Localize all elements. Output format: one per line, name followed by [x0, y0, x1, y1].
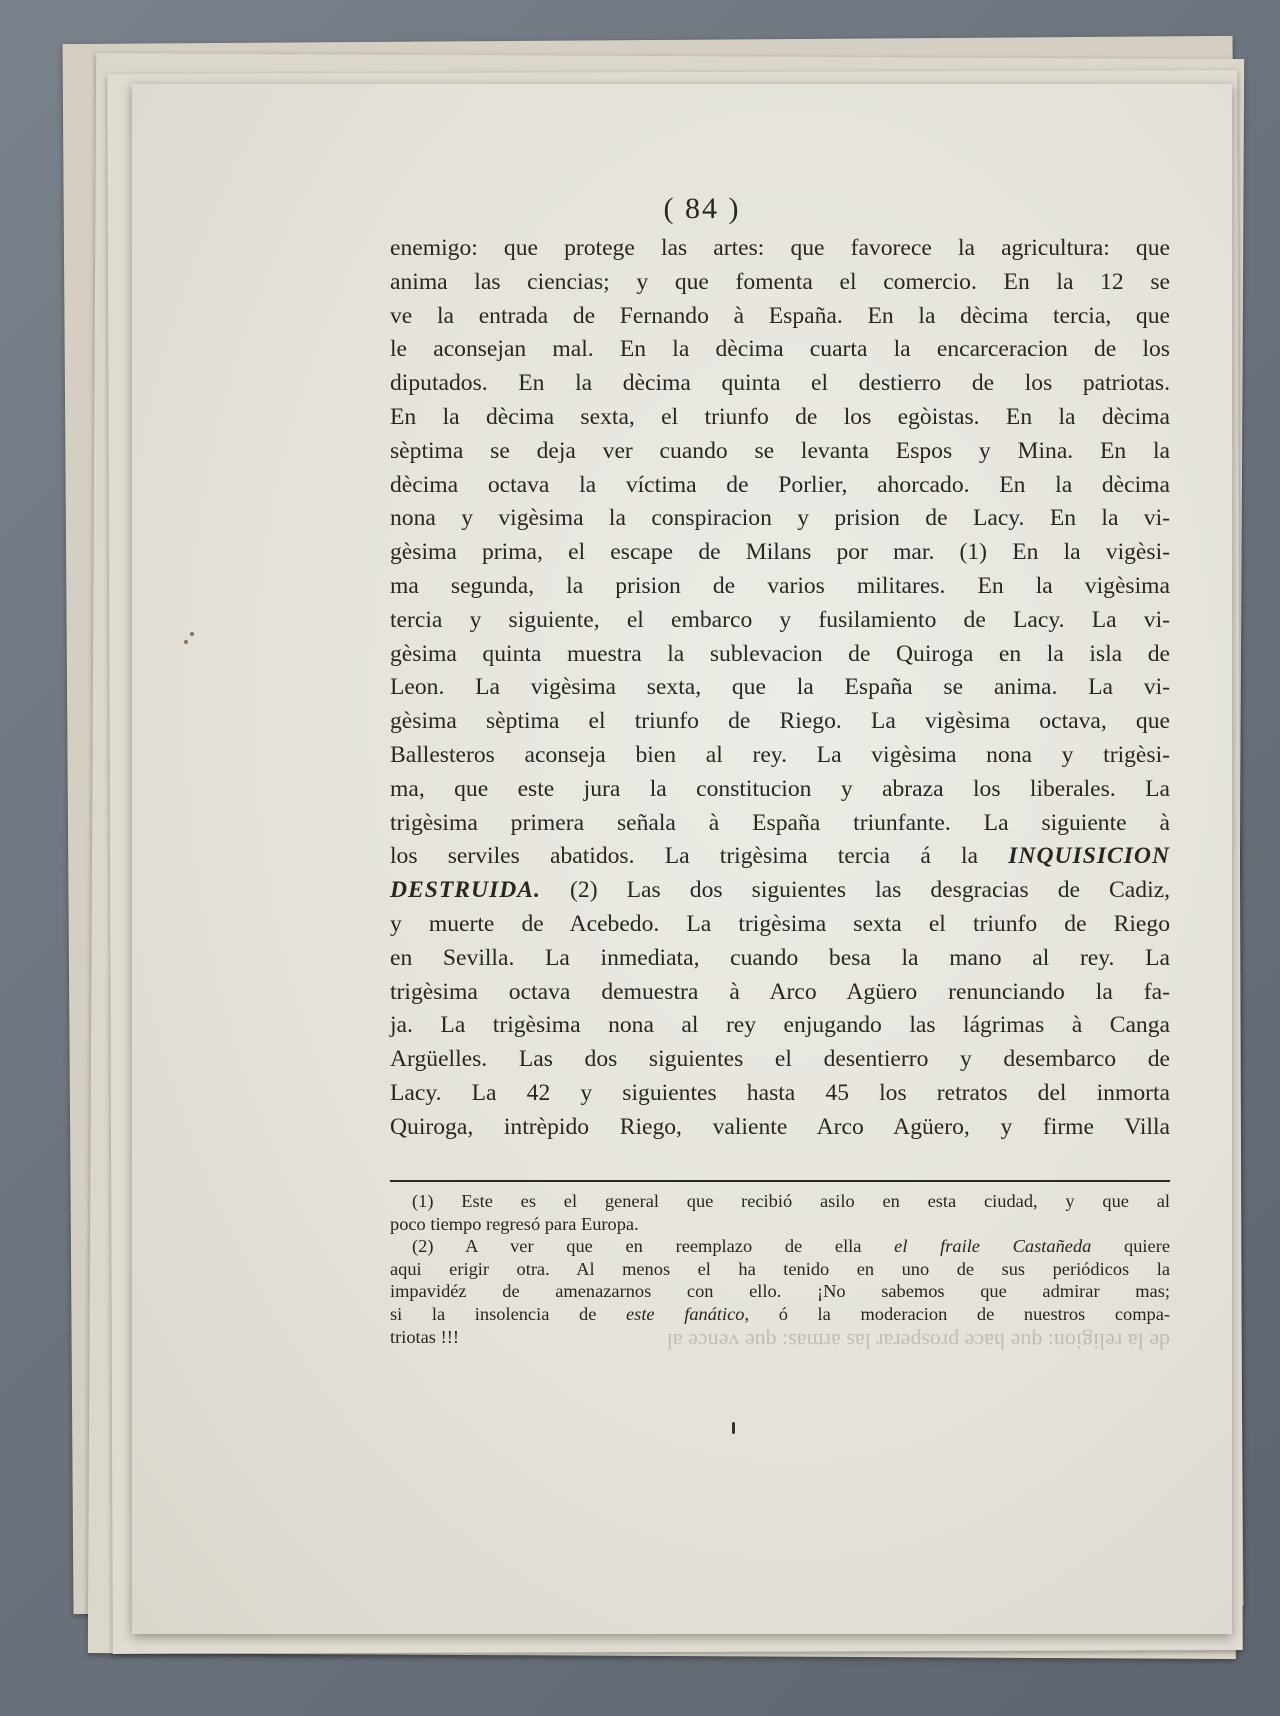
footnote-2-line: (2) A ver que en reemplazo de ella el fraile Castañeda quiere [412, 1236, 1170, 1257]
body-line: gèsima prima, el escape de Milans por mar. (1) En la vigèsi- [390, 539, 1170, 566]
body-line: ma, que este jura la constitucion y abraza los liberales. La [390, 775, 1170, 802]
body-line: dècima octava la víctima de Porlier, ahorcado. En la dècima [390, 471, 1170, 498]
body-line: ve la entrada de Fernando à España. En la dècima tercia, que [390, 302, 1170, 329]
body-text [390, 232, 1170, 1145]
footnotes [390, 1190, 1170, 1348]
body-line: Leon. La vigèsima sexta, que la España se anima. La vi- [390, 674, 1170, 701]
body-line: DESTRUIDA. (2) Las dos siguientes las desgracias de Cadiz, [390, 877, 1170, 904]
body-line: Quiroga, intrèpido Riego, valiente Arco Agüero, y firme Villa [390, 1113, 1170, 1140]
body-line: Ballesteros aconseja bien al rey. La vigèsima nona y trigèsi- [390, 741, 1170, 768]
body-line: tercia y siguiente, el embarco y fusilamiento de Lacy. La vi- [390, 606, 1170, 633]
footnote-2-line: impavidéz de amenazarnos con ello. ¡No sabemos que admirar mas; [390, 1281, 1170, 1302]
body-line: Lacy. La 42 y siguientes hasta 45 los retratos del inmorta [390, 1079, 1170, 1106]
footnote-2-line: aqui erigir otra. Al menos el ha tenido en uno de sus periódicos la [390, 1258, 1170, 1279]
body-line: los serviles abatidos. La trigèsima tercia á la INQUISICION [390, 843, 1170, 870]
body-line: gèsima sèptima el triunfo de Riego. La vigèsima octava, que [390, 708, 1170, 735]
body-line: le aconsejan mal. En la dècima cuarta la encarceracion de los [390, 336, 1170, 363]
body-line: diputados. En la dècima quinta el destierro de los patriotas. [390, 370, 1170, 397]
footnote-rule [390, 1180, 1170, 1182]
body-line: ja. La trigèsima nona al rey enjugando las lágrimas à Canga [390, 1012, 1170, 1039]
footnote-2-line: si la insolencia de este fanático, ó la moderacion de nuestros compa- [390, 1303, 1170, 1324]
body-line: sèptima se deja ver cuando se levanta Espos y Mina. En la [390, 437, 1170, 464]
body-line: trigèsima primera señala à España triunfante. La siguiente à [390, 809, 1170, 836]
body-line: anima las ciencias; y que fomenta el comercio. En la 12 se [390, 268, 1170, 295]
footnote-2-line: triotas !!! [390, 1326, 459, 1347]
body-line: trigèsima octava demuestra à Arco Agüero renunciando la fa- [390, 978, 1170, 1005]
bleed-through-text: de la religion: que hace prosperar las armas: que vence al [666, 1329, 1170, 1354]
body-line: Argüelles. Las dos siguientes el desentierro y desembarco de [390, 1046, 1170, 1073]
printed-page [132, 84, 1232, 1634]
body-line: ma segunda, la prision de varios militares. En la vigèsima [390, 572, 1170, 599]
footnote-1-line: (1) Este es el general que recibió asilo en esta ciudad, y que al [412, 1191, 1170, 1211]
body-line: enemigo: que protege las artes: que favorece la agricultura: que [390, 235, 1170, 261]
body-line: nona y vigèsima la conspiracion y prision de Lacy. En la vi- [390, 505, 1170, 532]
body-line: y muerte de Acebedo. La trigèsima sexta el triunfo de Riego [390, 910, 1170, 937]
footnote-1-line: poco tiempo regresó para Europa. [390, 1213, 639, 1234]
ink-speck [184, 640, 188, 644]
body-line: En la dècima sexta, el triunfo de los egòistas. En la dècima [390, 403, 1170, 430]
page-number: ( 84 ) [663, 192, 741, 225]
ink-speck [732, 1422, 735, 1434]
ink-speck [190, 632, 194, 636]
body-line: gèsima quinta muestra la sublevacion de Quiroga en la isla de [390, 640, 1170, 667]
body-line: en Sevilla. La inmediata, cuando besa la mano al rey. La [390, 944, 1170, 971]
